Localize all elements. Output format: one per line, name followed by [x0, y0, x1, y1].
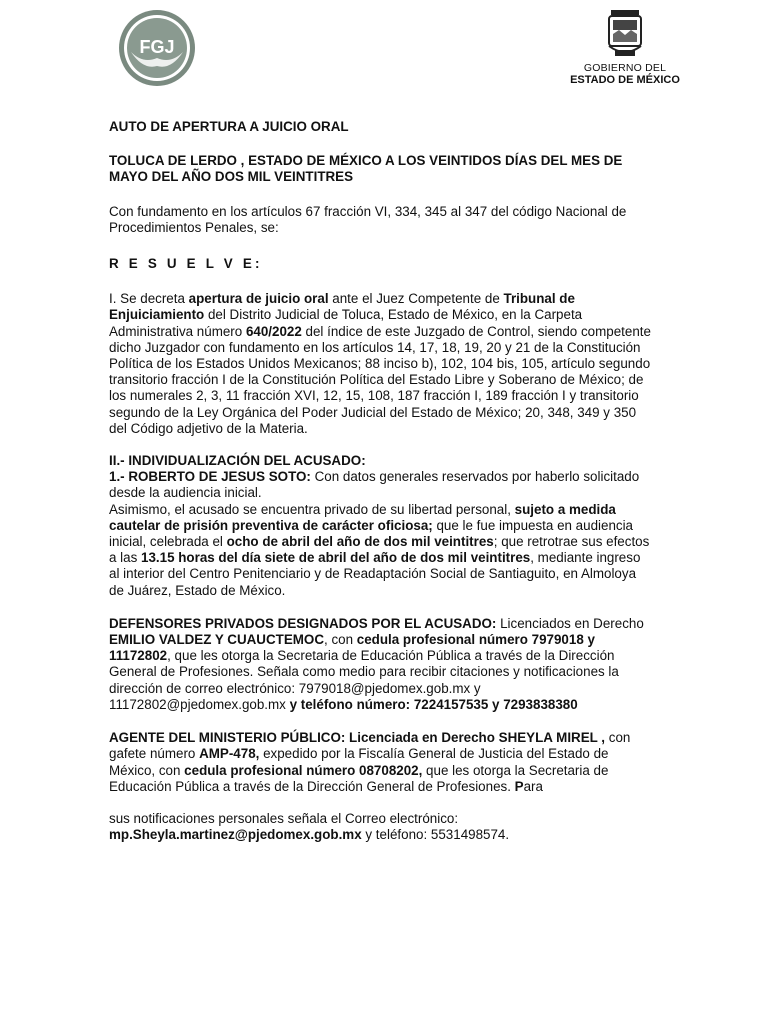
text-run: que le fue impuesta en audiencia inicial, celebrada el: [109, 517, 634, 550]
text-run-bold: 13.15 horas del día siete de abril del año de dos mil veintitres: [141, 550, 531, 566]
text-run: del índice de este Juzgado de Control, siendo competente dicho Juzgador con fundamento en los artículos 14, 17, 18, 19, 20 y 21 de la Constitución Política de los Estados Unidos Mexicanos; 88 inciso b), 102, 104 bis, 105, artículo segundo transitorio fracción I de la Constitución Política del Estado Libre y Soberano de México; de los numerales 2, 3, 11 fracción XVI, 12, 15, 108, 187 fracción I, 189 fracción I y transitorio segundo de la Ley Orgánica del Poder Judicial del Estado de México; 20, 348, 349 y 350 del Código adjetivo de la Materia.: [109, 323, 651, 436]
text-run-bold: AGENTE DEL MINISTERIO PÚBLICO: Licenciada en Derecho SHEYLA MIREL ,: [109, 730, 606, 746]
resolution-paragraph-1: [109, 291, 654, 437]
text-run: con gafete número: [109, 730, 631, 762]
text-run-bold: cedula profesional número 08708202,: [184, 762, 423, 778]
custody-paragraph: [109, 502, 654, 599]
coat-of-arms-icon: [605, 8, 645, 60]
text-run: I. Se decreta: [109, 291, 189, 307]
document-title: AUTO DE APERTURA A JUICIO ORAL: [109, 119, 349, 134]
text-run-bold: 640/2022: [245, 323, 302, 339]
text-run: del Distrito Judicial de Toluca, Estado de México, en la Carpeta Administrativa número: [109, 307, 583, 339]
document-body: [109, 119, 654, 843]
gov-line-2: ESTADO DE MÉXICO: [570, 74, 680, 86]
svg-text:FGJ: FGJ: [139, 37, 175, 57]
text-run: y teléfono: 5531498574.: [361, 827, 510, 843]
text-run-bold: ocho de abril del año de dos mil veintitres: [226, 534, 494, 550]
text-run: ante el Juez Competente de: [328, 291, 504, 307]
gobierno-edomex-logo: [560, 8, 690, 98]
text-run-bold: DEFENSORES PRIVADOS DESIGNADOS POR EL ACUSADO:: [109, 615, 497, 631]
text-run: sus notificaciones personales señala el Correo electrónico:: [109, 810, 459, 826]
text-run: ara: [523, 778, 543, 794]
notification-paragraph: [109, 811, 654, 843]
text-run-bold: AMP-478,: [199, 746, 260, 762]
text-run: Licenciados en Derecho: [496, 615, 644, 631]
resuelve-heading: R E S U E L V E:: [109, 256, 263, 272]
text-run-bold: sujeto a medida cautelar de prisión preventiva de carácter oficiosa;: [109, 501, 616, 533]
text-run: , con: [324, 632, 357, 648]
prosecutor-paragraph: [109, 730, 654, 795]
text-run: ; que retrotrae sus efectos a las: [109, 534, 650, 566]
text-run: Asimismo, el acusado se encuentra privado de su libertad personal,: [109, 501, 515, 517]
text-run: que les otorga la Secretaria de Educación Pública a través de la Dirección General de Profesiones.: [109, 762, 609, 794]
accused-name: 1.- ROBERTO DE JESUS SOTO:: [109, 469, 311, 485]
text-run-bold: cedula profesional número 7979018 y 11172802: [109, 632, 595, 664]
text-run: , mediante ingreso al interior del Centro Penitenciario y de Readaptación Social de Santiaguito, en Almoloya de Juárez, Estado de México.: [109, 550, 641, 598]
fundamento-paragraph: Con fundamento en los artículos 67 fracción VI, 334, 345 al 347 del código Nacional de Procedimientos Penales, se:: [109, 203, 627, 235]
section-2-heading: II.- INDIVIDUALIZACIÓN DEL ACUSADO:: [109, 453, 366, 469]
text-run-bold: P: [514, 778, 524, 794]
place-date: TOLUCA DE LERDO , ESTADO DE MÉXICO A LOS VEINTIDOS DÍAS DEL MES DE MAYO DEL AÑO DOS MIL VEINTITRES: [109, 153, 623, 185]
accused-paragraph: [109, 469, 654, 501]
gov-line-1: GOBIERNO DEL: [583, 62, 667, 74]
text-run-bold: y teléfono número: 7224157535 y 7293838380: [285, 696, 578, 712]
fgj-seal-logo: [113, 8, 201, 88]
spacer: [109, 795, 654, 811]
text-run-bold: Tribunal de Enjuiciamiento: [109, 291, 575, 323]
text-run: expedido por la Fiscalía General de Justicia del Estado de México, con: [109, 746, 609, 778]
text-run: , que les otorga la Secretaria de Educación Pública a través de la Dirección General de Profesiones. Señala como medio para recibir citaciones y notificaciones la dirección de correo electrónico: 7979018@pjedomex.gob.mx y 11172802@pjedomex.gob.mx: [109, 648, 619, 712]
email-text: mp.Sheyla.martinez@pjedomex.gob.mx: [109, 827, 362, 843]
text-run-bold: apertura de juicio oral: [188, 291, 329, 307]
text-run: Con datos generales reservados por haberlo solicitado desde la audiencia inicial.: [109, 469, 640, 501]
defense-paragraph: [109, 616, 654, 713]
text-run-bold: EMILIO VALDEZ Y CUAUCTEMOC: [109, 632, 325, 648]
document-header: [0, 0, 768, 100]
